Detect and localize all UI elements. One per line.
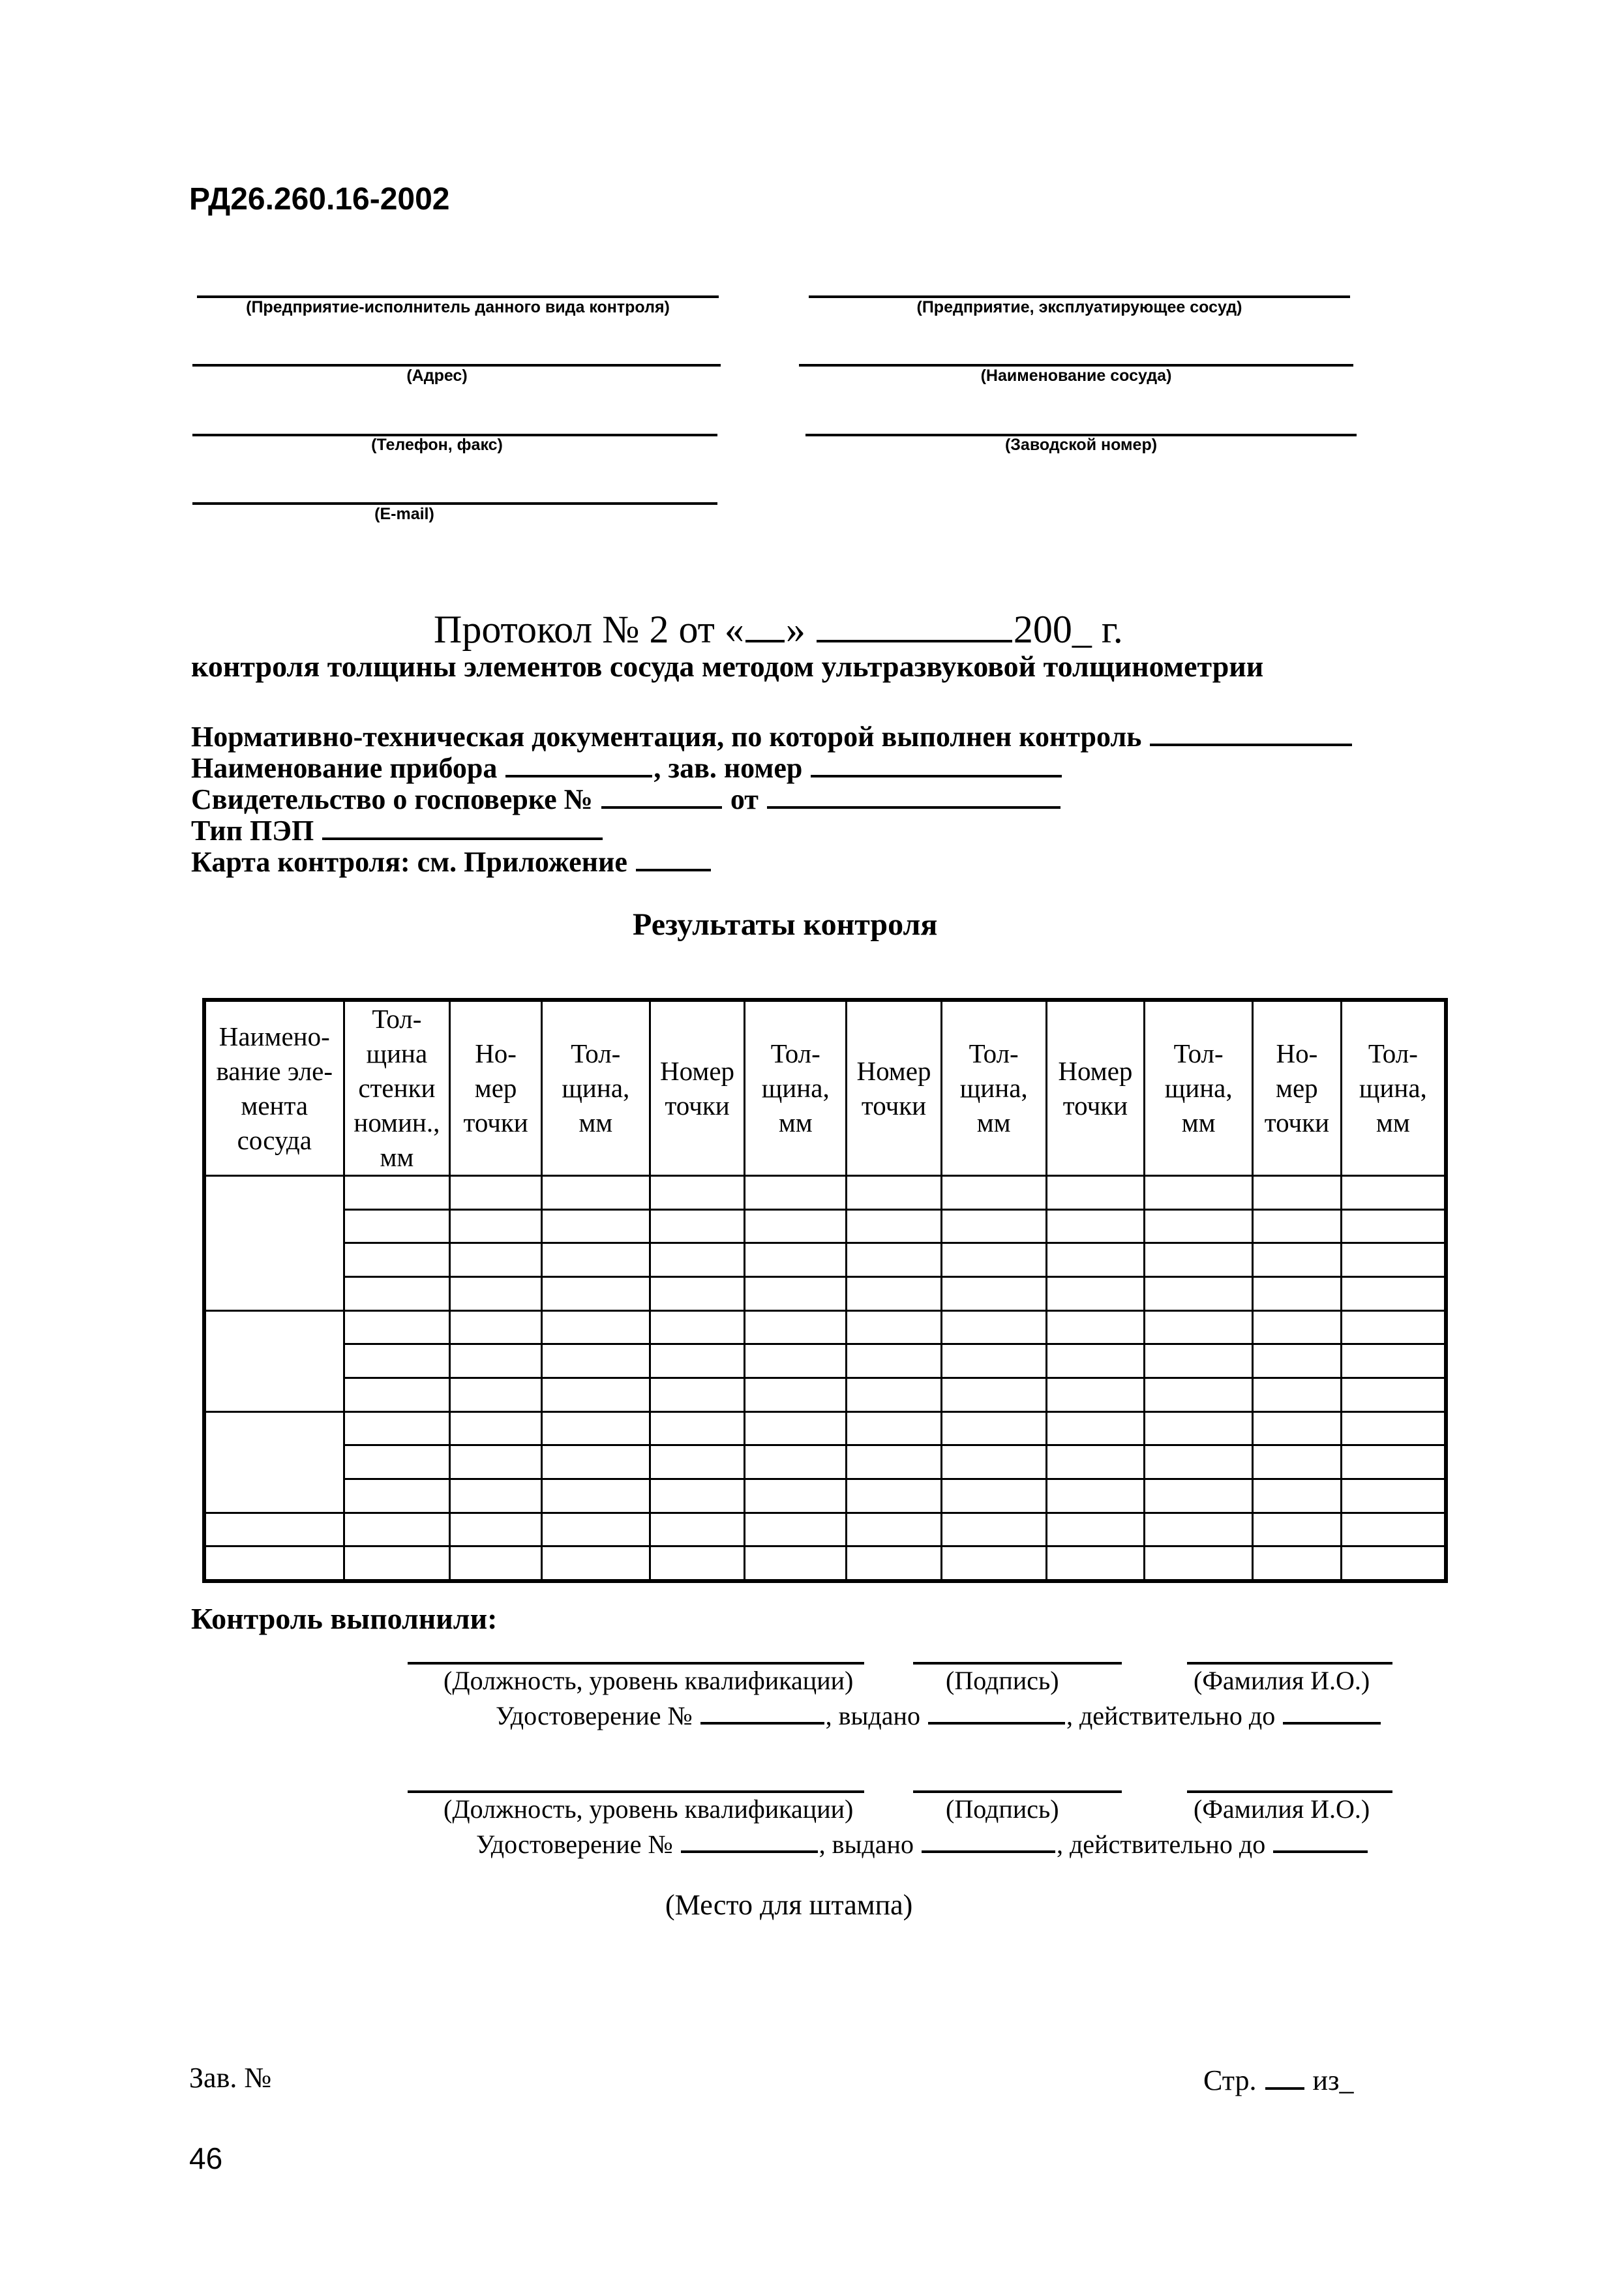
table-row (204, 1479, 1446, 1513)
signer2-signature-line[interactable] (913, 1790, 1122, 1793)
protocol-month-blank[interactable] (817, 614, 1012, 642)
signer1-cert-blank[interactable] (700, 1696, 824, 1725)
map-blank[interactable] (636, 843, 711, 871)
measurement-cell[interactable] (745, 1344, 847, 1378)
measurement-cell[interactable] (745, 1513, 847, 1546)
table-row (204, 1176, 1446, 1210)
measurement-cell[interactable] (450, 1176, 542, 1210)
measurement-cell[interactable] (847, 1276, 942, 1310)
measurement-cell[interactable] (1253, 1176, 1342, 1210)
signer2-position-line[interactable] (408, 1790, 864, 1793)
measurement-cell[interactable] (941, 1276, 1046, 1310)
measurement-cell[interactable] (745, 1310, 847, 1344)
signer1-name-caption: (Фамилия И.О.) (1194, 1666, 1370, 1695)
measurement-cell[interactable] (1046, 1513, 1145, 1546)
protocol-title-quote: » (785, 608, 805, 651)
measurement-cell[interactable] (745, 1378, 847, 1411)
measurement-cell[interactable] (650, 1513, 745, 1546)
measurement-cell[interactable] (450, 1276, 542, 1310)
measurement-cell[interactable] (1145, 1176, 1253, 1210)
measurement-cell[interactable] (941, 1479, 1046, 1513)
measurement-cell[interactable] (450, 1513, 542, 1546)
certificate-from-label: от (730, 783, 759, 815)
measurement-cell[interactable] (1253, 1546, 1342, 1581)
measurement-cell[interactable] (1145, 1243, 1253, 1277)
measurement-cell[interactable] (541, 1176, 650, 1210)
measurement-cell[interactable] (541, 1546, 650, 1581)
footer-page-ref (1203, 2061, 1353, 2097)
measurement-cell[interactable] (745, 1176, 847, 1210)
measurement-cell[interactable] (450, 1310, 542, 1344)
column-header-11: Но- мер точки (1253, 1000, 1342, 1176)
measurement-cell[interactable] (650, 1378, 745, 1411)
measurement-cell[interactable] (1341, 1243, 1446, 1277)
element-name-cell[interactable] (204, 1176, 344, 1311)
measurement-cell[interactable] (1145, 1546, 1253, 1581)
table-body (204, 1176, 1446, 1582)
measurement-cell[interactable] (344, 1411, 450, 1445)
table-row (204, 1344, 1446, 1378)
device-label: Наименование прибора (191, 752, 498, 784)
measurement-cell[interactable] (847, 1445, 942, 1479)
device-field (191, 749, 1063, 785)
protocol-title (434, 607, 1123, 652)
column-header-5: Номер точки (650, 1000, 745, 1176)
device-serial-label: , зав. номер (654, 752, 803, 784)
table-header-row (204, 1000, 1446, 1176)
email-caption: (E-mail) (374, 505, 434, 523)
measurement-cell[interactable] (941, 1209, 1046, 1243)
table-row (204, 1243, 1446, 1277)
phone-fax-caption: (Телефон, факс) (371, 436, 503, 454)
signer1-cert-label: Удостоверение № (496, 1701, 693, 1730)
measurement-cell[interactable] (1341, 1276, 1446, 1310)
measurement-cell[interactable] (650, 1176, 745, 1210)
measurement-cell[interactable] (1253, 1378, 1342, 1411)
measurement-cell[interactable] (344, 1243, 450, 1277)
address-caption: (Адрес) (406, 367, 468, 385)
footer-page-label: Стр. (1203, 2064, 1257, 2096)
operator-org-caption: (Предприятие, эксплуатирующее сосуд) (916, 298, 1242, 316)
measurement-cell[interactable] (745, 1243, 847, 1277)
measurement-cell[interactable] (650, 1276, 745, 1310)
certificate-number-blank[interactable] (601, 780, 722, 809)
measurement-cell[interactable] (450, 1209, 542, 1243)
measurement-cell[interactable] (941, 1310, 1046, 1344)
executor-org-caption: (Предприятие-исполнитель данного вида контроля) (246, 298, 670, 316)
document-code: РД26.260.16-2002 (189, 182, 450, 217)
measurement-cell[interactable] (1046, 1479, 1145, 1513)
vessel-name-caption: (Наименование сосуда) (980, 367, 1172, 385)
measurement-cell[interactable] (847, 1513, 942, 1546)
protocol-day-blank[interactable] (745, 614, 785, 642)
measurement-cell[interactable] (745, 1411, 847, 1445)
measurement-cell[interactable] (847, 1344, 942, 1378)
measurement-cell[interactable] (745, 1209, 847, 1243)
pep-blank[interactable] (322, 811, 603, 840)
signer2-issued-blank[interactable] (922, 1824, 1055, 1853)
measurement-cell[interactable] (1145, 1479, 1253, 1513)
signer1-name-line[interactable] (1187, 1662, 1392, 1665)
measurement-cell[interactable] (650, 1310, 745, 1344)
measurement-cell[interactable] (847, 1243, 942, 1277)
ntd-label: Нормативно-техническая документация, по которой выполнен контроль (191, 721, 1142, 753)
measurement-cell[interactable] (1253, 1209, 1342, 1243)
measurement-cell[interactable] (1341, 1209, 1446, 1243)
measurement-cell[interactable] (1145, 1411, 1253, 1445)
signer2-name-caption: (Фамилия И.О.) (1194, 1794, 1370, 1824)
measurement-cell[interactable] (450, 1546, 542, 1581)
table-row (204, 1445, 1446, 1479)
measurement-cell[interactable] (344, 1445, 450, 1479)
column-header-1: Наимено- вание эле- мента сосуда (204, 1000, 344, 1176)
protocol-subtitle: контроля толщины элементов сосуда методом ультразвуковой толщинометрии (191, 650, 1264, 683)
protocol-title-prefix: Протокол № 2 от « (434, 608, 744, 651)
map-label: Карта контроля: см. Приложение (191, 846, 627, 878)
element-name-cell[interactable] (204, 1513, 344, 1546)
table-row (204, 1310, 1446, 1344)
signer1-issued-blank[interactable] (928, 1696, 1065, 1725)
measurement-cell[interactable] (541, 1276, 650, 1310)
table-row (204, 1378, 1446, 1411)
measurement-cell[interactable] (1341, 1310, 1446, 1344)
measurement-cell[interactable] (1145, 1344, 1253, 1378)
measurement-cell[interactable] (1341, 1445, 1446, 1479)
measurement-cell[interactable] (650, 1445, 745, 1479)
signer1-signature-line[interactable] (913, 1662, 1122, 1665)
measurement-cell[interactable] (541, 1243, 650, 1277)
signer1-valid-blank[interactable] (1283, 1696, 1381, 1725)
measurement-cell[interactable] (650, 1344, 745, 1378)
signer2-cert-label: Удостоверение № (476, 1830, 673, 1859)
signer2-valid-label: , действительно до (1056, 1830, 1266, 1859)
footer-serial-label: Зав. № (189, 2062, 272, 2094)
signer1-position-line[interactable] (408, 1662, 864, 1665)
measurement-cell[interactable] (941, 1445, 1046, 1479)
measurement-cell[interactable] (1046, 1176, 1145, 1210)
signer2-name-line[interactable] (1187, 1790, 1392, 1793)
signatures-title: Контроль выполнили: (191, 1602, 498, 1635)
measurement-cell[interactable] (1145, 1209, 1253, 1243)
column-header-4: Тол- щина, мм (541, 1000, 650, 1176)
measurement-cell[interactable] (847, 1310, 942, 1344)
element-name-cell[interactable] (204, 1411, 344, 1513)
measurement-cell[interactable] (1046, 1378, 1145, 1411)
table-row (204, 1209, 1446, 1243)
column-header-12: Тол- щина, мм (1341, 1000, 1446, 1176)
measurement-cell[interactable] (847, 1411, 942, 1445)
signer2-valid-blank[interactable] (1273, 1824, 1368, 1853)
stamp-place: (Место для штампа) (665, 1889, 913, 1921)
measurement-cell[interactable] (344, 1209, 450, 1243)
measurement-cell[interactable] (650, 1243, 745, 1277)
results-title: Результаты контроля (633, 907, 938, 942)
measurement-cell[interactable] (1253, 1344, 1342, 1378)
table-row (204, 1276, 1446, 1310)
measurement-cell[interactable] (344, 1378, 450, 1411)
measurement-cell[interactable] (1046, 1243, 1145, 1277)
measurement-cell[interactable] (541, 1378, 650, 1411)
measurement-cell[interactable] (745, 1546, 847, 1581)
measurement-cell[interactable] (450, 1411, 542, 1445)
measurement-cell[interactable] (344, 1176, 450, 1210)
footer-of-label: из_ (1312, 2064, 1354, 2096)
measurement-cell[interactable] (1046, 1276, 1145, 1310)
device-serial-blank[interactable] (811, 749, 1062, 777)
measurement-cell[interactable] (1145, 1276, 1253, 1310)
measurement-cell[interactable] (1253, 1513, 1342, 1546)
measurement-cell[interactable] (1341, 1176, 1446, 1210)
column-header-8: Тол- щина, мм (941, 1000, 1046, 1176)
measurement-cell[interactable] (1341, 1344, 1446, 1378)
signer2-certificate-row (476, 1824, 1369, 1860)
measurement-cell[interactable] (1046, 1546, 1145, 1581)
measurement-cell[interactable] (541, 1513, 650, 1546)
table-row (204, 1546, 1446, 1581)
measurement-cell[interactable] (1341, 1378, 1446, 1411)
measurement-cell[interactable] (541, 1411, 650, 1445)
pep-label: Тип ПЭП (191, 815, 314, 847)
certificate-date-blank[interactable] (767, 780, 1060, 809)
measurement-cell[interactable] (847, 1209, 942, 1243)
measurement-cell[interactable] (541, 1209, 650, 1243)
measurement-cell[interactable] (1145, 1513, 1253, 1546)
footer-page-blank[interactable] (1265, 2061, 1304, 2090)
signer1-position-caption: (Должность, уровень квалификации) (444, 1666, 854, 1695)
map-field (191, 843, 712, 879)
measurement-cell[interactable] (745, 1276, 847, 1310)
measurement-cell[interactable] (450, 1479, 542, 1513)
measurement-cell[interactable] (847, 1378, 942, 1411)
measurement-cell[interactable] (941, 1176, 1046, 1210)
column-header-7: Номер точки (847, 1000, 942, 1176)
ntd-field (191, 717, 1353, 753)
certificate-field (191, 780, 1062, 816)
measurement-cell[interactable] (450, 1445, 542, 1479)
measurement-cell[interactable] (450, 1378, 542, 1411)
measurement-cell[interactable] (1341, 1513, 1446, 1546)
ntd-blank[interactable] (1150, 717, 1352, 746)
measurement-cell[interactable] (847, 1546, 942, 1581)
signer2-position-caption: (Должность, уровень квалификации) (444, 1794, 854, 1824)
measurement-cell[interactable] (941, 1513, 1046, 1546)
measurement-cell[interactable] (847, 1176, 942, 1210)
measurement-cell[interactable] (1253, 1243, 1342, 1277)
measurement-cell[interactable] (1046, 1445, 1145, 1479)
certificate-label: Свидетельство о госповерке № (191, 783, 593, 815)
measurement-cell[interactable] (1145, 1378, 1253, 1411)
measurement-cell[interactable] (1145, 1445, 1253, 1479)
measurement-cell[interactable] (1145, 1310, 1253, 1344)
measurement-cell[interactable] (541, 1310, 650, 1344)
table-row (204, 1513, 1446, 1546)
column-header-3: Но- мер точки (450, 1000, 542, 1176)
element-name-cell[interactable] (204, 1310, 344, 1411)
column-header-6: Тол- щина, мм (745, 1000, 847, 1176)
signer1-valid-label: , действительно до (1066, 1701, 1276, 1730)
measurement-cell[interactable] (745, 1445, 847, 1479)
measurement-cell[interactable] (1046, 1209, 1145, 1243)
measurement-cell[interactable] (1046, 1310, 1145, 1344)
pep-field (191, 811, 604, 847)
measurement-cell[interactable] (344, 1344, 450, 1378)
measurement-cell[interactable] (650, 1546, 745, 1581)
element-name-cell[interactable] (204, 1546, 344, 1581)
column-header-10: Тол- щина, мм (1145, 1000, 1253, 1176)
measurement-cell[interactable] (1341, 1411, 1446, 1445)
column-header-2: Тол- щина стенки номин., мм (344, 1000, 450, 1176)
column-header-9: Номер точки (1046, 1000, 1145, 1176)
results-table (202, 998, 1448, 1583)
measurement-cell[interactable] (847, 1479, 942, 1513)
measurement-cell[interactable] (941, 1344, 1046, 1378)
signer1-certificate-row (496, 1696, 1382, 1731)
signer1-signature-caption: (Подпись) (946, 1666, 1059, 1695)
measurement-cell[interactable] (1341, 1479, 1446, 1513)
measurement-cell[interactable] (344, 1276, 450, 1310)
measurement-cell[interactable] (650, 1209, 745, 1243)
signer2-signature-caption: (Подпись) (946, 1794, 1059, 1824)
measurement-cell[interactable] (344, 1546, 450, 1581)
table-row (204, 1411, 1446, 1445)
measurement-cell[interactable] (650, 1411, 745, 1445)
measurement-cell[interactable] (1253, 1479, 1342, 1513)
signer2-cert-blank[interactable] (681, 1824, 818, 1853)
measurement-cell[interactable] (1253, 1276, 1342, 1310)
signer2-issued-label: , выдано (819, 1830, 914, 1859)
measurement-cell[interactable] (1253, 1445, 1342, 1479)
measurement-cell[interactable] (745, 1479, 847, 1513)
measurement-cell[interactable] (1341, 1546, 1446, 1581)
measurement-cell[interactable] (941, 1546, 1046, 1581)
measurement-cell[interactable] (941, 1378, 1046, 1411)
measurement-cell[interactable] (1253, 1310, 1342, 1344)
measurement-cell[interactable] (1046, 1411, 1145, 1445)
measurement-cell[interactable] (941, 1411, 1046, 1445)
measurement-cell[interactable] (650, 1479, 745, 1513)
measurement-cell[interactable] (344, 1513, 450, 1546)
measurement-cell[interactable] (541, 1344, 650, 1378)
measurement-cell[interactable] (1253, 1411, 1342, 1445)
measurement-cell[interactable] (344, 1310, 450, 1344)
measurement-cell[interactable] (1046, 1344, 1145, 1378)
measurement-cell[interactable] (541, 1445, 650, 1479)
measurement-cell[interactable] (450, 1344, 542, 1378)
factory-number-caption: (Заводской номер) (1004, 436, 1158, 454)
measurement-cell[interactable] (450, 1243, 542, 1277)
measurement-cell[interactable] (941, 1243, 1046, 1277)
protocol-year: 200_ г. (1013, 608, 1123, 651)
measurement-cell[interactable] (344, 1479, 450, 1513)
signer1-issued-label: , выдано (825, 1701, 920, 1730)
measurement-cell[interactable] (541, 1479, 650, 1513)
page-number: 46 (189, 2141, 223, 2175)
device-blank[interactable] (505, 749, 652, 777)
